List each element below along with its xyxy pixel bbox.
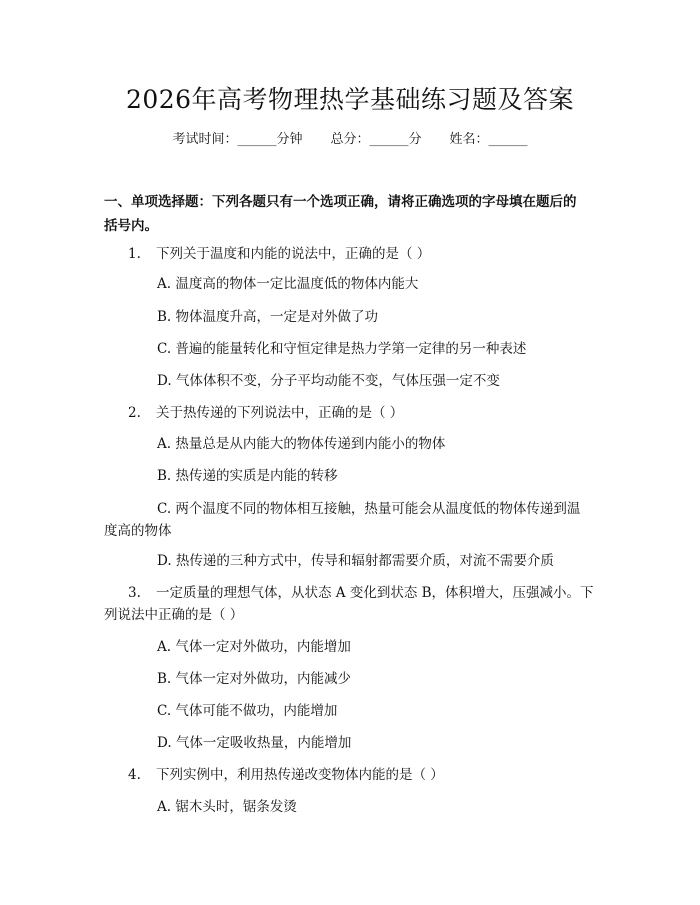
section-heading-line: 一、单项选择题：下列各题只有一个选项正确，请将正确选项的字母填在题后的 <box>104 194 577 210</box>
section-heading-line: 括号内。 <box>104 218 158 234</box>
question-text: 下列关于温度和内能的说法中，正确的是（ ） <box>156 246 431 262</box>
question-3-continued: 列说法中正确的是（ ） <box>104 607 244 623</box>
option-2d: D. 热传递的三种方式中，传导和辐射都需要介质，对流不需要介质 <box>157 553 554 569</box>
option-1d: D. 气体体积不变，分子平均动能不变，气体压强一定不变 <box>157 373 500 389</box>
question-number: 1. <box>128 246 141 262</box>
section-heading <box>104 190 604 238</box>
question-2 <box>128 402 403 424</box>
option-2a: A. 热量总是从内能大的物体传递到内能小的物体 <box>157 436 446 452</box>
question-4 <box>128 764 444 786</box>
option-3a: A. 气体一定对外做功，内能增加 <box>157 639 351 655</box>
document-title: 2026年高考物理热学基础练习题及答案 <box>125 85 575 114</box>
option-1c: C. 普遍的能量转化和守恒定律是热力学第一定律的另一种表述 <box>157 341 527 357</box>
option-1a: A. 温度高的物体一定比温度低的物体内能大 <box>157 276 419 292</box>
option-3d: D. 气体一定吸收热量，内能增加 <box>157 735 352 751</box>
question-1 <box>128 243 430 265</box>
option-3c: C. 气体可能不做功，内能增加 <box>157 703 338 719</box>
question-number: 4. <box>128 767 141 783</box>
question-text: 关于热传递的下列说法中，正确的是（ ） <box>156 405 404 421</box>
option-3b: B. 气体一定对外做功，内能减少 <box>157 671 352 687</box>
option-2c: C. 两个温度不同的物体相互接触，热量可能会从温度低的物体传递到温 <box>157 501 581 517</box>
total-score-field: 总分：______分 <box>330 132 422 147</box>
question-number: 2. <box>128 405 141 421</box>
exam-info-line <box>0 130 700 150</box>
question-text: 一定质量的理想气体，从状态 A 变化到状态 B，体积增大，压强减小。下 <box>156 585 594 601</box>
question-number: 3. <box>128 585 141 601</box>
option-2c-continued: 度高的物体 <box>104 523 172 539</box>
question-3 <box>128 582 594 604</box>
question-text: 下列实例中，利用热传递改变物体内能的是（ ） <box>156 767 444 783</box>
student-name-field: 姓名：______ <box>449 132 528 147</box>
exam-time-field: 考试时间：______分钟 <box>172 132 303 147</box>
option-2b: B. 热传递的实质是内能的转移 <box>157 468 338 484</box>
option-4a: A. 锯木头时，锯条发烫 <box>157 799 297 815</box>
option-1b: B. 物体温度升高，一定是对外做了功 <box>157 309 379 325</box>
